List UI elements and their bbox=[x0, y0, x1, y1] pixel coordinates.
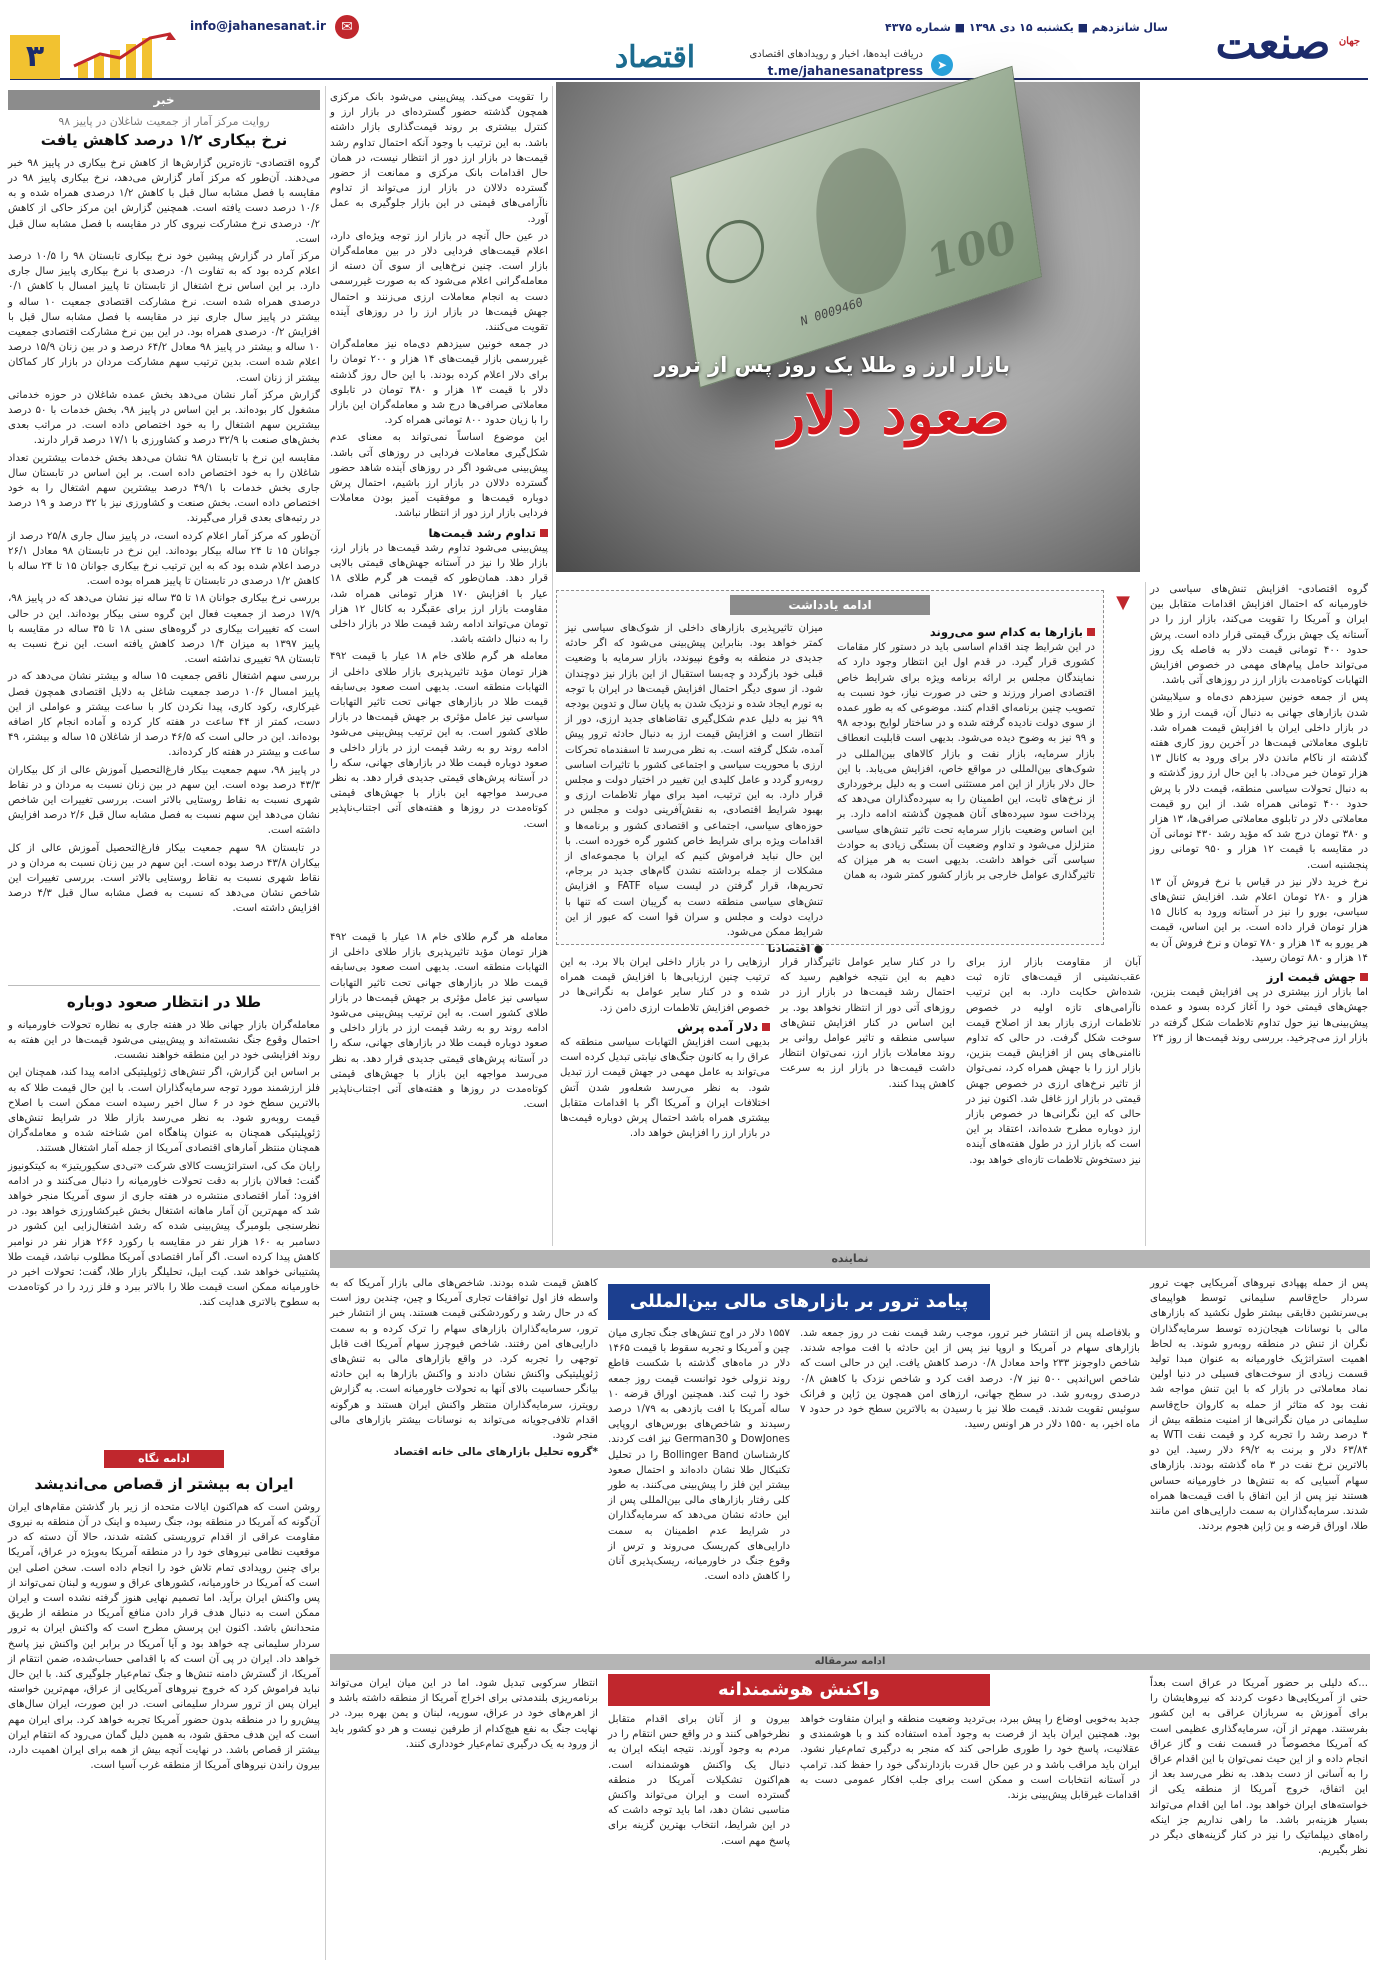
news-para: مرکز آمار در گزارش پیشین خود نرخ بیکاری تابستان ۹۸ را ۱۰/۵ درصد اعلام کرده بود که به تفاوت ۰/۱ درصدی با نرخ بیکاری پاییز سال جاری دارد. بر این اساس نرخ اشتغال از تابستان تا پاییز امسال با کاهش ۰/۱ درصدی همراه شده است. نرخ مشارکت اقتصادی جمعیت ۱۰ ساله و بیشتر در پاییز سال جاری نیز در مقایسه با فصل مشابه سال قبل با افزایش ۰/۲ درصدی همراه بود. در این بین نرخ مشارکت اقتصادی جمعیت ۱۰ ساله و بیشتر در پاییز ۹۸ معادل ۶۴/۲ درصد و در بین زنان ۱۵/۹ درصد اعلام شده است. بدین ترتیب سهم مشارکت مردان در بازار کار کماکان بیشتر از زنان است. bbox=[8, 250, 321, 384]
reaction-para: انتظار سرکوبی تبدیل شود. اما در این میان ایران می‌تواند برنامه‌ریزی بلندمدتی برای اخراج آمریکا از منطقه داشته باشد و از اهرم‌های خود در عراق، سوریه، لبنان و یمن بهره ببرد. در نهایت جنگ به نفع هیچ‌کدام از طرفین نیست و هر دو کشور باید از ورود به یک درگیری تمام‌عیار خودداری کنند. bbox=[330, 1678, 598, 1750]
lead-bottom-col-2 bbox=[780, 955, 955, 1240]
telegram-promo[interactable] bbox=[749, 48, 923, 80]
lead-bottom-col-4 bbox=[330, 930, 548, 1240]
reaction-col-3 bbox=[608, 1712, 790, 1960]
gold-title[interactable]: طلا در انتظار صعود دوباره bbox=[66, 993, 262, 1011]
telegram-caption: دریافت ایده‌ها، اخبار و رویدادهای اقتصادی bbox=[749, 49, 923, 60]
world-col-2 bbox=[800, 1326, 1140, 1648]
lead-subhead: تداوم رشد قیمت‌ها bbox=[330, 526, 548, 541]
page-number: ۳ bbox=[10, 35, 60, 79]
divider bbox=[8, 985, 320, 986]
bill-portrait bbox=[808, 137, 913, 306]
news-para: مقایسه این نرخ با تابستان ۹۸ نشان می‌دهد بخش خدمات بیشترین تعداد شاغلان را به خود اختصاص داده است. بر این اساس در تابستان سال جاری بخش خدمات با ۴۹/۱ درصد بیشترین سهم اشتغال را به خود اختصاص داده است. بخش صنعت و کشاورزی نیز با ۳۲ درصد و ۱۹ درصد در رتبه‌های بعدی قرار می‌گیرند. bbox=[8, 452, 320, 525]
dollar-bill-image bbox=[670, 66, 1042, 388]
left-news bbox=[8, 90, 320, 970]
email-address[interactable]: info@jahanesanat.ir bbox=[190, 19, 326, 33]
note-band: ادامه نگاه bbox=[104, 1450, 224, 1468]
world-col-4 bbox=[330, 1276, 598, 1648]
section-title: اقتصاد bbox=[614, 40, 696, 75]
arrow-down-icon: ▼ bbox=[1116, 592, 1130, 613]
news-para: بررسی نرخ بیکاری جوانان ۱۸ تا ۳۵ ساله نیز نشان می‌دهد که در پاییز ۹۸، ۱۷/۹ درصد از جمعیت فعال این گروه سنی بیکار بوده‌اند. این در حالی است که تغییرات بیکاری در گروه‌های سنی ۱۸ تا ۳۵ ساله در مقایسه با پاییز ۱۳۹۷ به میزان ۱/۴ درصد کاهش یافته است. این نرخ نسبت به تابستان ۹۸ تغییری نداشته است. bbox=[8, 593, 321, 666]
note-para: روشن است که هم‌اکنون ایالات متحده از زیر بار گذشتن مقام‌های ایران آن‌گونه که آمریکا در منطقه بود، جنگ رسیده و اینک در آن منطقه به نیروی مقاومت عراقی از اقدام تروریستی کشته شدند، حالا آن دسته که در موقعیت نظامی نیروهای خود را در منطقه آمریکا به‌ویژه در عراق، آمریکا برای چنین رویدادی تمام تلاش خود را انجام داده است. سخن اصلی این است که آمریکا در خاورمیانه، کشورهای عراق و سوریه و لبنان نمی‌تواند از پس واکنش ایران برآید. اما تصمیم نهایی هنوز گرفته نشده است و ایران ممکن است به دنبال هدف قرار دادن منافع آمریکا در منطقه از طریق متحدانش باشد. اکنون این پرسش مطرح است که واکنش ایران به ترور سردار سلیمانی چه خواهد بود و آیا آمریکا در برابر این واکنش نیز پاسخ خواهد داد. ایران در پی آن است که با اقدامی حساب‌شده، ضمن انتقام از آمریکا، از گسترش دامنه تنش‌ها و جنگ تمام‌عیار جلوگیری کند. با این حال نباید فراموش کرد که خروج نیروهای آمریکایی از عراق، مهم‌ترین خواسته ایران پس از ترور سردار سلیمانی است. در این صورت، ایران سال‌های پیش‌رو را در منطقه بدون حضور آمریکا تجربه خواهد کرد. برای ایران مهم است که این هدف محقق شود، به همین دلیل گمان می‌رود که انتقام ایران بیشتر از قصاص باشد. در نهایت آنچه بیش از همه برای ایران اهمیت دارد، بیرون راندن نیروهای آمریکا از منطقه غرب آسیا است. bbox=[8, 1501, 320, 1772]
world-band: نماینده bbox=[330, 1250, 1370, 1268]
issue-line: سال شانزدهم ■ یکشنبه ۱۵ دی ۱۳۹۸ ■ شماره ۴۳۷۵ bbox=[885, 21, 1168, 34]
note-body bbox=[8, 1500, 320, 1960]
bill-serial: 0009460 N bbox=[799, 294, 864, 329]
lead-para: پس از جمعه خونین سیزدهم دی‌ماه و سیلابیشن شدن بازارهای جهانی به دنبال آن، قیمت ارز و طلا در بازار داخلی ایران با افزایش قیمت همراه شد. تابلوی معاملاتی قیمت‌ها در آخرین روز کاری هفته گذشته از ناکام ماندن دلار برای ورود به کانال ۱۳ هزار تومان خبر می‌داد. با این حال ارز روز گذشته و به دنبال تحولات سیاسی منطقه، قیمت دلار با پرش حدود ۴۰۰ تومانی همراه شد. از این رو قیمت معاملاتی دلار در تابلوی معاملاتی صرافی‌ها، ۱۳ هزار و ۳۸۰ تومان درج شد که مؤید رشد ۴۳۰ تومانی آن در مقایسه با قیمت ۱۲ هزار و ۹۵۰ تومانی روز پنجشنبه است. bbox=[1150, 692, 1368, 871]
lead-para: اما بازار ارز بیشتری در پی افزایش قیمت بنزین، جهش‌های قیمتی خود را آغاز کرده بسود و عمده پیش‌بینی‌ها نیز حول تداوم تلاطمات شکل گرفته در بازار ارز می‌چرخید. بررسی روند قیمت‌ها از روز ۲۴ bbox=[1150, 987, 1368, 1044]
editorial-para: در این شرایط چند اقدام اساسی باید در دستور کار مقامات کشوری قرار گیرد. در قدم اول این انتظار وجود دارد که نمایندگان مجلس بر ارائه برنامه ویژه برای شرایط خاص اقتصادی اصرار ورزند و حتی در صورت نیاز، خود نسبت به تصویب چنین برنامه‌ای اقدام کنند. موضوعی که به طور عمده از سوی دولت نادیده گرفته شده و در ساختار لوایح بودجه ۹۸ و ۹۹ نیز به وضوح دیده می‌شود. بدیهی است قابلیت انعطاف بازار سرمایه، بازار نفت و بازار کالاهای بین‌المللی در شوک‌های بین‌المللی در مواقع خاص، افزایش می‌یابد. با این حال دلار بازار از این امر مستثنی است و به دلیل برخورداری از نرخ‌های ثابت، این اطمینان را به سپرده‌گذاران می‌دهد که پرداخت سود سپرده‌های آنان همچون گذشته ادامه دارد. بر این اساس وضعیت بازار سرمایه تحت تاثیر تنش‌های سیاسی متزلزل می‌شود و تداوم وضعیت آن بستگی زیادی به حوادث سیاسی آتی خواهد داشت. بدیهی است به هر میزان که تاثیرگذاری عوامل خارجی بر بازار کشور کمتر شود، به همان bbox=[837, 642, 1095, 882]
lead-para: گروه اقتصادی- افزایش تنش‌های سیاسی در خاورمیانه که احتمال افزایش اقدامات متقابل بین ایران و آمریکا را تقویت می‌کند، بازار ارز را در آستانه یک جهش بزرگ قیمتی قرار داده است. پرش حدود ۴۰۰ تومانی قیمت دلار به فاصله یک روز می‌تواند حامل پیام‌های مهمی در خصوص افزایش التهابات کوتاه‌مدت بازار ارز در روزهای آتی باشد. bbox=[1150, 584, 1368, 687]
news-body bbox=[8, 156, 320, 996]
editorial-col-right bbox=[837, 621, 1095, 939]
lead-para: این موضوع اساساً نمی‌تواند به معنای عدم شکل‌گیری معاملات فردایی در روزهای آتی باشد. پیش‌بینی می‌شود اگر در روزهای آینده شاهد حضور گسترده دلالان در بازار ارز باشیم، احتمال پرش دوباره قیمت‌ها و موفقیت آمیز بودن معاملات فردایی بازار ارز دور از انتظار نباشد. bbox=[330, 432, 548, 520]
gold-para: بر اساس این گزارش، اگر تنش‌های ژئوپلیتیکی ادامه پیدا کند، همچنان این فلز ارزشمند مورد توجه سرمایه‌گذاران است. با این حال قیمت طلا که به بالاترین سطح خود در ۶ سال اخیر رسیده است ممکن است با اصلاح قیمت روبه‌رو شود. به نظر می‌رسد بازار طلا در شرایط تنش‌های ژئوپلیتیکی همچنان به عنوان پناهگاه امن شناخته شده و معامله‌گران همچنان منتظر آمارهای اقتصادی آمریکا از جمله آمار اشتغال هستند. bbox=[8, 1067, 320, 1155]
news-para: در پاییز ۹۸، سهم جمعیت بیکار فارغ‌التحصیل آموزش عالی از کل بیکاران ۴۳/۳ درصد بوده است. این سهم در بین زنان نسبت به مردان و در نقاط شهری نسبت به نقاط روستایی بالاتر است. بررسی تغییرات این شاخص نشان می‌دهد این سهم نسبت به فصل مشابه سال قبل ۲/۶ درصد افزایش داشته است. bbox=[8, 764, 321, 837]
editorial-signature: ● اقتصادنا bbox=[767, 943, 823, 956]
lead-para: پیش‌بینی می‌شود تداوم رشد قیمت‌ها در بازار ارز، بازار طلا را نیز در آستانه جهش‌های قیمتی بالایی قرار دهد. همان‌طور که قیمت هر گرم طلای ۱۸ عیار با افزایش ۱۷۰ هزار تومانی همراه شد، مقاومت بازار ارز برای عقبگرد به کانال ۱۲ هزار تومان می‌تواند ادامه رشد قیمت طلا در بازار داخلی را به دنبال داشته باشد. bbox=[330, 542, 548, 646]
world-para: و بلافاصله پس از انتشار خبر ترور، موجب رشد قیمت نفت در روز جمعه شد. بازارهای سهام در آمریکا و اروپا نیز پس از این حادثه با افت مواجه شدند. شاخص داوجونز ۲۳۳ واحد معادل ۰/۸ درصد کاهش یافت. این در حالی است که شاخص اس‌اندپی ۵۰۰ نیز ۰/۷ درصد افت کرد و شاخص نزدک با کاهش ۰/۸ درصدی روبه‌رو شد. در سطح جهانی، ارزهای امن همچون ین ژاپن و فرانک سوئیس تقویت شدند. قیمت طلا نیز با رسیدن به بالاترین سطح خود در حدود ۷ ماه اخیر، به ۱۵۵۰ دلار در هر اونس رسید. bbox=[800, 1328, 1140, 1431]
lead-col-mid bbox=[330, 90, 548, 920]
news-band: خبر bbox=[8, 90, 320, 110]
lead-kicker: بازار ارز و طلا یک روز پس از ترور bbox=[654, 353, 1010, 377]
email-icon: ✉ bbox=[335, 15, 359, 39]
telegram-icon: ➤ bbox=[931, 54, 953, 76]
newspaper-logo[interactable] bbox=[1178, 16, 1368, 72]
gold-body bbox=[8, 1018, 320, 1438]
world-para: ۱۵۵۷ دلار در اوج تنش‌های جنگ تجاری میان چین و آمریکا و تجربه سقوط با قیمت ۱۴۶۵ دلار در ماه‌های گذشته با شکست قاطع روند نزولی خود توانست قیمت روز جمعه خود را ثبت کند. همچنین اوراق قرضه ۱۰ ساله آمریکا با افت بازدهی به ۱/۷۹ درصد رسیدند و شاخص‌های بورس‌های اروپایی DowJones و German30 نیز افت کردند. کارشناسان Bollinger Band را در تحلیل تکنیکال طلا نشان داده‌اند و احتمال صعود بیشتر این فلز را پیش‌بینی می‌کنند. به طور کلی رفتار بازارهای مالی بین‌المللی پس از این حادثه نشان می‌دهد که سرمایه‌گذاران در شرایط عدم اطمینان به سمت دارایی‌های کم‌ریسک می‌روند و ترس از وقوع جنگ در خاورمیانه، ریسک‌پذیری آنان را کاهش داده است. bbox=[608, 1328, 790, 1583]
lead-bottom-col-1 bbox=[966, 955, 1141, 1240]
lead-para: را در کنار سایر عوامل تاثیرگذار قرار دهیم به این نتیجه خواهیم رسید که احتمال رشد قیمت‌ها در بازار ارز در روزهای آتی دور از انتظار نخواهد بود. بر این اساس در کنار افزایش تنش‌های سیاسی منطقه و تاثیر عوامل روانی بر روند معاملات بازار ارز، نمی‌توان انتظار داشت قیمت‌ها در بازار ارز به سرعت کاهش پیدا کنند. bbox=[780, 957, 955, 1090]
editorial-col-left bbox=[565, 621, 824, 956]
lead-para: آبان از مقاومت بازار ارز برای عقب‌نشینی از قیمت‌های تازه ثبت شده‌اش حکایت دارد. به این ترتیب ناآرامی‌های تازه اولیه در خصوص تلاطمات ارزی بازار بعد از اصلاح قیمت سوخت شکل گرفت. در حالی که تداوم ناامنی‌های پس از افزایش قیمت بنزین، بازار ارز را با جهش همراه کرد، نمی‌توان از تاثیر نرخ‌های ارزی در خصوص جهش قیمتی در بازار ارز غافل شد. اکنون نیز در حالی که این نگرانی‌ها در خصوص بازار ارز دوباره مطرح شده‌اند، اعتقاد بر این است که بازار ارز در طول هفته‌های آینده نیز دستخوش تلاطمات تازه‌ای خواهد بود. bbox=[966, 957, 1141, 1166]
news-subtitle: روایت مرکز آمار از جمعیت شاغلان در پاییز ۹۸ bbox=[58, 115, 270, 128]
left-note bbox=[8, 1450, 320, 1960]
logo-subtext: جهان bbox=[1338, 36, 1360, 47]
column-rule bbox=[1145, 582, 1146, 1246]
lead-photo bbox=[556, 82, 1140, 572]
lead-para: در جمعه خونین سیزدهم دی‌ماه نیز معامله‌گران غیررسمی بازار قیمت‌های ۱۴ هزار و ۲۰۰ تومان را برای دلار اعلام کرده بودند. با این حال روز گذشته دلار با قیمت ۱۳ هزار و ۳۸۰ تومان در تابلوی معاملاتی صرافی‌ها درج شد و معامله‌گران این بازار را با زیان حدود ۸۰۰ تومانی همراه کرد. bbox=[330, 339, 548, 427]
note-title[interactable]: ایران به بیشتر از قصاص می‌اندیشد bbox=[34, 1475, 294, 1493]
news-para: گزارش مرکز آمار نشان می‌دهد بخش عمده شاغلان در حوزه خدماتی مشغول کار بوده‌اند. بر این اساس در پاییز ۹۸، بخش خدمات با ۵۰ درصد بیشترین سهم اشتغال را به خود اختصاص داده است. در مراتب بعدی بخش‌های صنعت با ۳۲/۹ درصد و کشاورزی با ۱۷/۱ درصد قرار دارند. bbox=[8, 389, 320, 447]
bill-seal bbox=[702, 212, 768, 291]
lead-subhead: جهش قیمت ارز bbox=[1150, 970, 1368, 985]
lead-para: را تقویت می‌کند. پیش‌بینی می‌شود بانک مرکزی همچون گذشته حضور گسترده‌ای در بازار ارز و کنترل بیشتری بر روند قیمت‌گذاری بازار داشته باشد. به این ترتیب با وجود آنکه احتمال تداوم رشد قیمت‌ها در بازار ارز دور از انتظار نیست، در همان حال اقدامات بانک مرکزی و ممانعت از حضور گسترده دلالان در بازار ارز می‌تواند از تداوم ناآرامی‌های قیمتی در این بازار جلوگیری به عمل آورد. bbox=[330, 92, 548, 225]
gold-para: رایان مک کی، استراتژیست کالای شرکت «تی‌دی سکیوریتیز» به کیتکونیوز گفت: فعالان بازار به دقت تحولات خاورمیانه را دنبال می‌کنند و در ادامه افزود: آمار اقتصادی منتشره در هفته جاری از سوی آمریکا منجر خواهد شد که مهم‌ترین آن آمار ماهانه اشتغال بخش غیرکشاورزی خواهد بود. در نظرسنجی بلومبرگ پیش‌بینی شده که رشد اشتغال‌زایی این کشور در دسامبر به ۱۶۰ هزار نفر در مقایسه با رکورد ۲۶۶ هزار نفر در نوامبر کاهش پیدا کرده است. اگر آمار اقتصادی آمریکا مطلوب نباشد، قیمت طلا پشتیبانی خواهد شد. کیت ابیل، تحلیلگر بازار طلا، گفت: تحولات اخیر در خاورمیانه ممکن است قیمت طلا را بالاتر ببرد و فلز زرد را در کوتاه‌مدت به سطوح بالاتری هدایت کند. bbox=[8, 1160, 321, 1309]
lead-subhead: دلار آمده پرش bbox=[560, 1020, 770, 1035]
editorial-heading: بازارها به کدام سو می‌روند bbox=[837, 625, 1095, 640]
news-para: در تابستان ۹۸ سهم جمعیت بیکار فارغ‌التحصیل آموزش عالی از کل بیکاران ۴۳/۸ درصد بوده است. این سهم در بین زنان نسبت به مردان و در نقاط شهری نسبت به نقاط روستایی بالاتر است. بررسی تغییرات این شاخص نشان می‌دهد که نسبت به فصل مشابه سال قبل ۴/۳ درصد افزایش داشته است. bbox=[8, 842, 320, 915]
news-para: بررسی سهم اشتغال ناقص جمعیت ۱۵ ساله و بیشتر نشان می‌دهد که در پاییز امسال ۱۰/۶ درصد جمعیت شاغل به دلایل اقتصادی همچون فصل غیرکاری، رکود کاری، پیدا نکردن کار با ساعت بیشتر و عواملی از این دست، کمتر از ۴۴ ساعت در هفته کار کرده و آماده انجام کار اضافه بوده‌اند. این در حالی است که ۴۶/۵ درصد از شاغلان ۱۵ ساله و بیشتر، ۴۹ ساعت و بیشتر در هفته کار کرده‌اند. bbox=[8, 671, 321, 759]
column-rule bbox=[325, 86, 326, 1960]
reaction-col-2 bbox=[800, 1712, 1140, 1960]
world-headline[interactable]: پیامد ترور بر بازارهای مالی بین‌المللی bbox=[608, 1284, 990, 1320]
masthead bbox=[10, 10, 1368, 80]
reaction-band: ادامه سرمقاله bbox=[330, 1654, 1370, 1670]
world-signature: *گروه تحلیل بازارهای مالی خانه اقتصاد bbox=[393, 1446, 598, 1459]
telegram-url[interactable]: t.me/jahanesanatpress bbox=[767, 63, 923, 78]
lead-para: معامله هر گرم طلای خام ۱۸ عیار با قیمت ۴۹۲ هزار تومان مؤید تاثیرپذیری بازار طلای داخلی از التهابات منطقه است. بدیهی است صعود بی‌سابقه قیمت طلا در بازارهای جهانی تحت تاثیر التهابات سیاسی نیز عامل مؤثری بر جهش قیمت‌ها در بازار طلای کشور است. به این ترتیب پیش‌بینی می‌شود ادامه روند رو به رشد قیمت ارز در بازار داخلی و صعود دوباره قیمت طلا در بازارهای جهانی، سکه را در آستانه پرش‌های قیمتی جدیدی قرار دهد. به نظر می‌رسد مواجهه این بازار با جهش‌های قیمتی کوتاه‌مدت در روزها و هفته‌های آتی اجتناب‌ناپذیر است. bbox=[330, 932, 548, 1111]
reaction-para: جدید به‌خوبی اوضاع را پیش ببرد، بی‌تردید وضعیت منطقه و ایران متفاوت خواهد بود. همچنین ایران باید از فرصت به وجود آمده استفاده کند و با هوشمندی و عقلانیت، پاسخ خود را طوری طراحی کند که منجر به درگیری تمام‌عیار نشود. ایران باید مراقب باشد و در عین حال قدرت بازدارندگی خود را حفظ کند. ترامپ در آستانه انتخابات است و ممکن است برای جلب افکار عمومی دست به اقدامات غیرقابل پیش‌بینی بزند. bbox=[800, 1714, 1140, 1802]
world-para: پس از حمله پهپادی نیروهای آمریکایی جهت ترور سردار حاج‌قاسم سلیمانی توسط هواپیمای بی‌سرنشین دقایقی بیشتر طول نکشید که بازارهای مالی با نوسانات هیجان‌زده توسط سرمایه‌گذاران نگران از تنش در منطقه روبه‌رو شوند. به لحاظ اهمیت استراتژیک خاورمیانه به عنوان مبدا تولید قسمت زیادی از سوخت‌های فسیلی در دنیا اولین نماد معاملاتی در بازار که با این تنش مواجه شد نفت بود که متاثر از حمله به کاروان حاج‌قاسم سلیمانی در میان نگرانی‌ها از امنیت منطقه بیش از ۴ درصد رشد را تجربه کرد و قیمت نفت WTI به ۶۳/۸۴ دلار و برنت به ۶۹/۲ دلار رسید. این دو بالاترین نرخ نفت در ۳ ماه گذشته بودند. بازارهای سهام آسیایی که به تنش‌ها در خاورمیانه حساس هستند نیز پس از این اتفاق با افت قیمت‌ها همراه شدند. سرمایه‌گذاران به سمت دارایی‌های امن مانند طلا، اوراق قرضه و ین ژاپن هجوم بردند. bbox=[1150, 1278, 1368, 1533]
editorial-band: ادامه یادداشت bbox=[730, 595, 930, 615]
reaction-headline[interactable]: واکنش هوشمندانه bbox=[608, 1674, 990, 1706]
news-para: آن‌طور که مرکز آمار اعلام کرده است، در پاییز سال جاری ۲۵/۸ درصد از جوانان ۱۵ تا ۲۴ ساله بیکار بوده‌اند. این نرخ در تابستان ۹۸ معادل ۲۶/۱ درصد اعلام شده بود که به این ترتیب نرخ بیکاری جوانان ۱۵ تا ۲۴ ساله با کاهش ۱/۲ درصدی در تابستان تا پاییز همراه بوده است. bbox=[8, 530, 321, 588]
lead-para: بدیهی است افزایش التهابات سیاسی منطقه که عراق را به کانون جنگ‌های نیابتی تبدیل کرده است می‌تواند به عامل مهمی در جهش قیمت ارز تبدیل شود. به نظر می‌رسد شعله‌ور شدن آتش اختلافات ایران و آمریکا اگر با اقدامات متقابل بیشتری همراه باشد احتمال پرش دوباره قیمت‌ها در بازار ارز را افزایش خواهد داد. bbox=[560, 1037, 770, 1140]
news-title[interactable]: نرخ بیکاری ۱/۲ درصد کاهش یافت bbox=[40, 130, 288, 149]
lead-col-right bbox=[1150, 582, 1368, 1237]
bill-value: 100 bbox=[924, 210, 1019, 290]
world-para: کاهش قیمت شده بودند. شاخص‌های مالی بازار آمریکا که به واسطه فاز اول توافقات تجاری آمریکا و چین، چندین روز است که در حال رشد و رکوردشکنی قیمت هستند. پس از انتشار خبر ترور، سرمایه‌گذاران بازارهای سهام را ترک کرده و به سمت دارایی‌های امن رفتند. شاخص فیوچرز سهام آمریکا افت قابل توجهی را تجربه کرد. در واقع بازارهای مالی به تنش‌های ژئوپلیتیکی واکنش نشان دادند و واکنش بازارها به این حادثه بیانگر حساسیت بالای آنها به تحولات خاورمیانه است. به گزارش رویترز، سرمایه‌گذاران منتظر واکنش ایران هستند و هرگونه اقدام تلافی‌جویانه می‌تواند به نوسانات بیشتر بازارهای مالی منجر شود. bbox=[330, 1278, 598, 1442]
lead-para: نرخ خرید دلار نیز در قیاس با نرخ فروش آن ۱۳ هزار و ۲۸۰ تومان اعلام شد. افزایش تنش‌های سیاسی، بورو را نیز در آستانه ورود به کانال ۱۵ هزار تومان قرار داده است. بر این اساس، قیمت هر یورو به ۱۴ هزار و ۷۸۰ تومان و نرخ فروش آن به ۱۴ هزار و ۸۸۰ تومان رسید. bbox=[1150, 876, 1368, 964]
reaction-col-1 bbox=[1150, 1676, 1368, 1960]
column-rule bbox=[552, 86, 553, 1246]
lead-bottom-col-3 bbox=[560, 955, 770, 1240]
reaction-col-4 bbox=[330, 1676, 598, 1960]
gold-news bbox=[8, 985, 320, 1445]
editorial-box bbox=[556, 590, 1104, 956]
reaction-para: ...که دلیلی بر حضور آمریکا در عراق است بعداً حتی از آمریکایی‌ها دعوت کردند که نیروهایشان را برای آموزش به سربازان عراقی به این کشور بفرستند. مهم‌تر از آن، سرمایه‌گذاری عظیمی است که آمریکا مخصوصاً در قسمت نفت و گاز عراق انجام داده و از این حیث نمی‌توان با این اقدام عراق را به آسانی از دست بدهد. به نظر می‌رسد بعد از این اتفاق، خروج آمریکا از منطقه یکی از خواسته‌های ایران خواهد بود. اما این اقدام می‌تواند بسیار هزینه‌بر باشد. ما راهی نداریم جز اینکه راه‌های دیپلماتیک را نیز در کنار گزینه‌های دیگر در نظر بگیریم. bbox=[1150, 1678, 1368, 1857]
lead-headline[interactable]: صعود دلار bbox=[778, 381, 1010, 447]
news-para: گروه اقتصادی- تازه‌ترین گزارش‌ها از کاهش نرخ بیکاری در پاییز ۹۸ خبر می‌دهند. آن‌طور که مرکز آمار گزارش می‌دهد، نرخ بیکاری پاییز ۹۸ در مقایسه با فصل مشابه سال قبل با کاهش ۱/۲ درصدی همراه شده و به ۱۰/۶ درصد دست یافته است. همچنین گزارش این مرکز حاکی از کاهش ۰/۲ درصدی نرخ مشارکت نیروی کار در مقایسه با فصل مشابه سال قبل است. bbox=[8, 157, 320, 245]
logo-text: صنعت bbox=[1215, 18, 1331, 69]
world-col-3 bbox=[608, 1326, 790, 1648]
lead-para: در عین حال آنچه در بازار ارز توجه ویژه‌ای دارد، اعلام قیمت‌های فردایی دلار در بین معامله‌گران بازار است. چنین نرخ‌هایی از سوی آن دسته از معامله‌گرانی اعلام می‌شود که به صورت غیررسمی دست به انجام معاملات ارزی می‌زنند و احتمال جهش قیمت‌ها در بازار ارز را در روزهای آینده تقویت می‌کنند. bbox=[330, 230, 548, 334]
editorial-para: میزان تاثیرپذیری بازارهای داخلی از شوک‌های سیاسی نیز کمتر خواهد بود. بنابراین پیش‌بینی می‌شود که اگر حادثه جدیدی در منطقه به وقوع نپیوندد، بازار سرمایه با وضعیت قبلی خود بازگردد و چه‌بسا استقبال از این بازار نیز دوچندان شود. از سوی دیگر احتمال افزایش قیمت‌ها در ایران با توجه به تورم ایجاد شده و نزدیک شدن به پایان سال و تدوین بودجه ۹۹ نیز به دلیل عدم شکل‌گیری تقاضاهای جدید ارزی، دور از انتظار است و افزایش قیمت ارز به دنبال حادثه ترور پیش آمده، شکل گرفته است. به نظر می‌رسد تا اسفندماه تحرکات ارزی با محوریت سیاسی و اجتماعی کشور با تاثیرات اساسی روبه‌رو گردد و عامل کلیدی این تغییر در اختیار دولت و مجلس قرار دارد. به این ترتیب، امید برای مهار تلاطمات ارزی و بهبود شرایط اقتصادی، به نقش‌آفرینی دولت و مجلس در حوزه‌های سیاسی، اجتماعی و اقتصادی کشور و برنامه‌ها و اقدامات ویژه برای شرایط خاص کشور گره خورده است. با این حال نباید فراموش کنیم که ایران با مجموعه‌ای از مشکلات از جمله برداشته نشدن گام‌های جدید در برجام، تحریم‌ها، قرار گرفتن در لیست سیاه FATF و افزایش تنش‌های سیاسی منطقه دست به گریبان است که تنها با درایت دولت و مجلس و سران قوا است که عبور از این شرایط ممکن می‌شود. bbox=[565, 623, 824, 939]
lead-para: معامله هر گرم طلای خام ۱۸ عیار با قیمت ۴۹۲ هزار تومان مؤید تاثیرپذیری بازار طلای داخلی از التهابات منطقه است. بدیهی است صعود بی‌سابقه قیمت طلا در بازارهای جهانی تحت تاثیر التهابات سیاسی نیز عامل مؤثری بر جهش قیمت‌ها در بازار طلای کشور است. به این ترتیب پیش‌بینی می‌شود ادامه روند رو به رشد قیمت ارز در بازار داخلی و صعود دوباره قیمت طلا در بازارهای جهانی، سکه را در آستانه پرش‌های قیمتی جدیدی قرار دهد. به نظر می‌رسد مواجهه این بازار با جهش‌های قیمتی کوتاه‌مدت در روزها و هفته‌های آتی اجتناب‌ناپذیر است. bbox=[330, 651, 548, 830]
gold-para: معامله‌گران بازار جهانی طلا در هفته جاری به نظاره تحولات خاورمیانه و احتمال وقوع جنگ نشسته‌اند و پیش‌بینی می‌شود قیمت‌ها در این هفته به روند افزایشی خود در این منطقه خواهند نشست. bbox=[8, 1019, 320, 1062]
world-col-1 bbox=[1150, 1276, 1368, 1648]
reaction-para: بیرون و از آنان برای اقدام متقابل نظرخواهی کنند و در واقع حس انتقام را در مردم به وجود آورند. نتیجه اینکه ایران به دنبال یک واکنش هوشمندانه است. هم‌اکنون تشکیلات آمریکا در منطقه گسترده است و ایران می‌تواند واکنش مناسبی نشان دهد، اما باید توجه داشت که در این شرایط، انتخاب بهترین گزینه برای پاسخ مهم است. bbox=[608, 1714, 790, 1847]
lead-para: ارزهایی را در بازار داخلی ایران بالا برد. به این ترتیب چنین ارزیابی‌ها با افزایش قیمت همراه شده و در کنار سایر عوامل به نگرانی‌ها در خصوص افزایش تلاطمات ارزی دامن زد. bbox=[560, 957, 770, 1014]
growth-chart-icon bbox=[70, 32, 180, 80]
